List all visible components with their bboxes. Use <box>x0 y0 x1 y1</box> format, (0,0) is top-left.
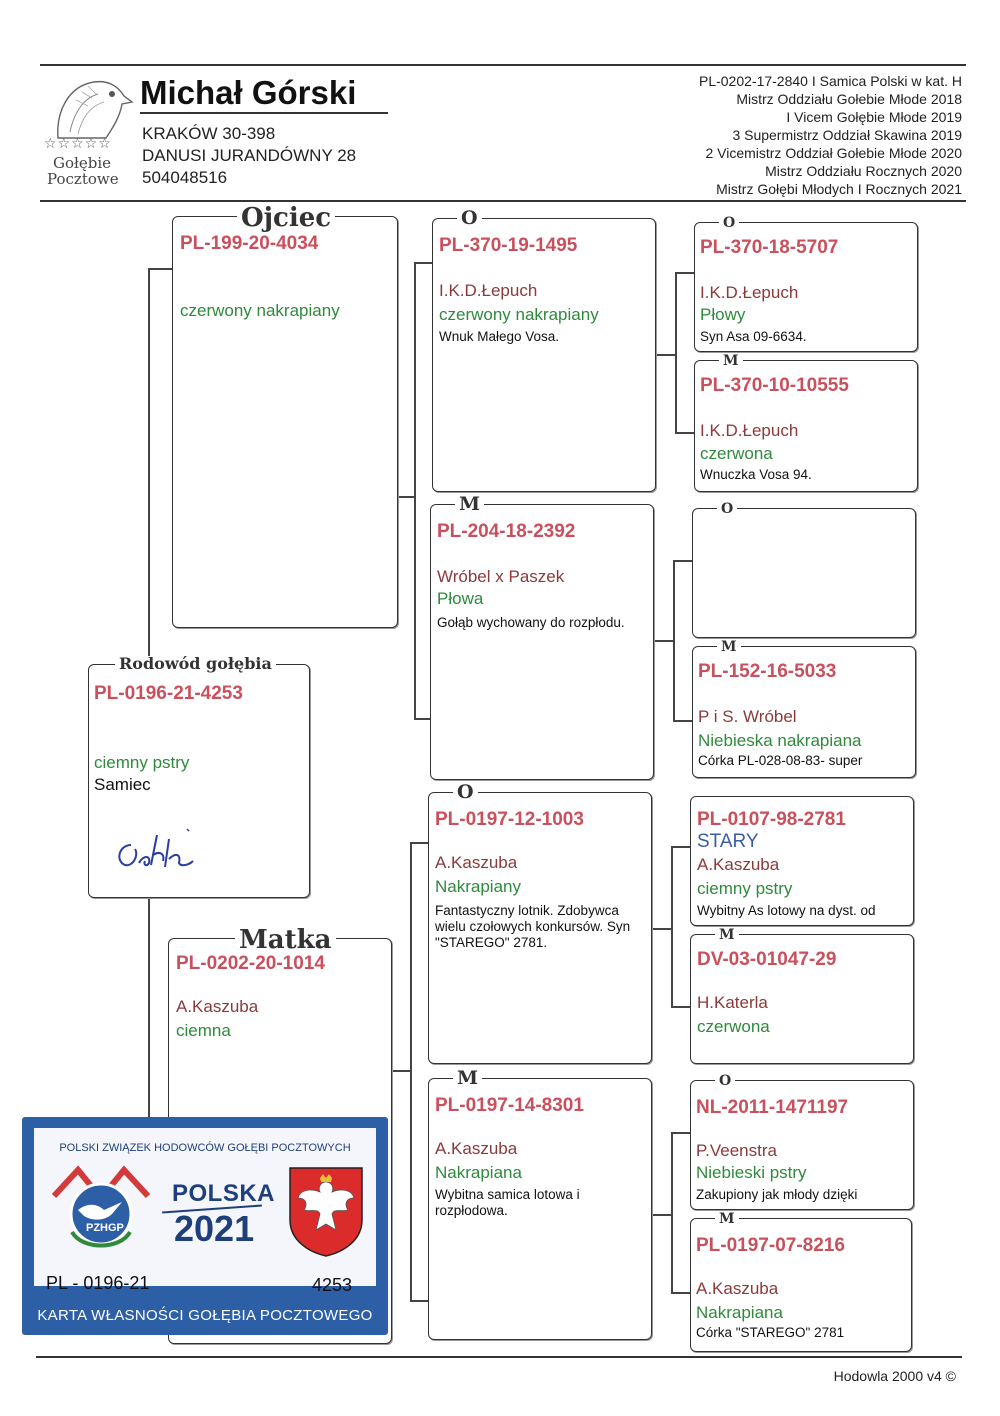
fmf-box <box>692 501 916 638</box>
connector <box>673 560 675 720</box>
pigeon-logo <box>48 72 134 142</box>
mm-color: Nakrapiana <box>435 1163 522 1182</box>
fff-color: Płowy <box>700 305 746 324</box>
connector <box>414 262 416 718</box>
fmm-color: Niebieska nakrapiana <box>698 731 862 750</box>
subject-ring: PL-0196-21-4253 <box>94 683 243 704</box>
mmm-color: Nakrapiana <box>696 1303 783 1322</box>
mmf-color: Niebieski pstry <box>696 1163 807 1182</box>
achievement-item: 2 Vicemistrz Oddział Gołebie Młode 2020 <box>705 145 962 161</box>
owner-name-underline <box>140 112 388 114</box>
achievement-item: I Vicem Gołębie Młode 2019 <box>786 109 962 125</box>
fff-ring: PL-370-18-5707 <box>700 237 839 258</box>
mm-label: M <box>453 1069 482 1088</box>
mff-box <box>690 796 914 926</box>
achievements-list <box>542 72 962 198</box>
connector <box>410 1300 430 1302</box>
mmf-ring: NL-2011-1471197 <box>696 1097 849 1118</box>
subject-color: ciemny pstry <box>94 753 190 772</box>
connector <box>673 720 693 722</box>
father-ring: PL-199-20-4034 <box>180 233 319 254</box>
achievement-item: PL-0202-17-2840 I Samica Polski w kat. H <box>698 73 962 89</box>
mm-box <box>428 1067 652 1340</box>
achievement-item: Mistrz Oddziału Gołebie Młode 2018 <box>736 91 962 107</box>
mff-color: ciemny pstry <box>697 879 793 898</box>
fff-label: O <box>719 216 739 230</box>
connector <box>671 846 673 1006</box>
mff-note: Wybitny As lotowy na dyst. od <box>697 903 876 918</box>
connector <box>410 842 412 1300</box>
connector <box>671 1006 691 1008</box>
fm-note: Gołąb wychowany do rozpłodu. <box>437 615 625 630</box>
ff-breeder: I.K.D.Łepuch <box>439 281 538 300</box>
ff-label: O <box>457 209 482 228</box>
connector <box>651 1214 671 1216</box>
connector <box>675 272 695 274</box>
mmf-note: Zakupiony jak młody dzięki <box>696 1187 858 1202</box>
achievement-item: Mistrz Oddziału Rocznych 2020 <box>765 163 962 179</box>
fff-note: Syn Asa 09-6634. <box>700 329 807 344</box>
card-country: POLSKA <box>172 1180 276 1207</box>
fm-ring: PL-204-18-2392 <box>437 521 576 542</box>
mf-ring: PL-0197-12-1003 <box>435 809 584 830</box>
footer-rule <box>36 1356 962 1358</box>
mf-note: Fantastyczny lotnik. Zdobywca wielu czołowych konkursów. Syn "STAREGO" 2781. <box>435 903 631 950</box>
connector <box>410 842 430 844</box>
fm-breeder: Wróbel x Paszek <box>437 567 565 586</box>
mm-ring: PL-0197-14-8301 <box>435 1095 584 1116</box>
mf-color: Nakrapiany <box>435 877 521 896</box>
card-footer: KARTA WŁASNOŚCI GOŁĘBIA POCZTOWEGO <box>37 1307 373 1324</box>
fmm-breeder: P i S. Wróbel <box>698 707 797 726</box>
card-logo-text: PZHGP <box>86 1222 124 1234</box>
ff-ring: PL-370-19-1495 <box>439 235 578 256</box>
ffm-label: M <box>719 354 743 368</box>
mmm-label: M <box>715 1212 739 1226</box>
achievement-item: Mistrz Gołębi Młodych I Rocznych 2021 <box>716 181 962 197</box>
mmm-note: Córka "STAREGO" 2781 <box>696 1325 845 1340</box>
mfm-ring: DV-03-01047-29 <box>697 949 837 970</box>
connector <box>148 268 174 270</box>
ffm-breeder: I.K.D.Łepuch <box>700 421 799 440</box>
ffm-note: Wnuczka Vosa 94. <box>700 467 812 482</box>
mfm-box <box>690 927 914 1064</box>
connector <box>148 268 150 663</box>
connector <box>653 640 673 642</box>
fmm-note: Córka PL-028-08-83- super <box>698 753 863 768</box>
mff-breeder: A.Kaszuba <box>697 855 780 874</box>
mfm-label: M <box>715 928 739 942</box>
mmm-ring: PL-0197-07-8216 <box>696 1235 845 1256</box>
mfm-breeder: H.Katerla <box>697 993 768 1012</box>
ff-color: czerwony nakrapiany <box>439 305 599 324</box>
ffm-ring: PL-370-10-10555 <box>700 375 849 396</box>
fff-box <box>694 215 918 352</box>
header-top-rule <box>40 64 966 66</box>
father-color: czerwony nakrapiany <box>180 301 340 320</box>
ff-note: Wnuk Małego Vosa. <box>439 329 560 344</box>
card-inner-panel <box>34 1128 376 1286</box>
ffm-box <box>694 353 918 492</box>
ff-box <box>432 207 656 492</box>
logo-stars: ☆☆☆☆☆ <box>44 136 112 152</box>
connector <box>671 846 691 848</box>
connector <box>675 272 677 432</box>
mf-breeder: A.Kaszuba <box>435 853 518 872</box>
header-bottom-rule <box>40 200 966 202</box>
connector <box>651 928 671 930</box>
connector <box>396 496 414 498</box>
father-box <box>172 203 398 628</box>
connector <box>673 560 693 562</box>
logo-caption-line1: Gołębie <box>53 154 112 172</box>
fmm-box <box>692 639 916 778</box>
mm-breeder: A.Kaszuba <box>435 1139 518 1158</box>
connector <box>390 1070 410 1072</box>
connector <box>675 432 695 434</box>
address-street: DANUSI JURANDÓWNY 28 <box>142 146 357 165</box>
pzhgp-logo-icon <box>48 1162 154 1258</box>
card-year: 2021 <box>174 1208 255 1249</box>
fm-color: Płowa <box>437 589 484 608</box>
mmm-box <box>690 1211 912 1352</box>
father-label: Ojciec <box>237 205 335 231</box>
fmf-label: O <box>717 502 737 516</box>
mf-box <box>428 781 652 1064</box>
mff-name: STARY <box>697 831 759 852</box>
mother-label: Matka <box>235 927 336 953</box>
subject-sex: Samiec <box>94 775 151 794</box>
subject-label: Rodowód gołębia <box>115 656 276 672</box>
fmm-label: M <box>717 640 741 654</box>
fff-breeder: I.K.D.Łepuch <box>700 283 799 302</box>
connector <box>671 1292 691 1294</box>
mmf-label: O <box>715 1074 735 1088</box>
mm-note: Wybitna samica lotowa i rozpłodowa. <box>435 1187 580 1218</box>
mother-breeder: A.Kaszuba <box>176 997 259 1016</box>
mother-ring: PL-0202-20-1014 <box>176 953 325 974</box>
connector <box>671 1132 691 1134</box>
connector <box>655 354 675 356</box>
polish-eagle-emblem-icon <box>286 1164 366 1258</box>
card-ring-number: 4253 <box>312 1275 353 1295</box>
logo-caption-line2: Pocztowe <box>47 170 119 188</box>
subject-box <box>88 654 310 898</box>
card-org-title: POLSKI ZWIĄZEK HODOWCÓW GOŁĘBI POCZTOWYCH <box>59 1142 351 1154</box>
connector <box>414 262 432 264</box>
fmm-ring: PL-152-16-5033 <box>698 661 837 682</box>
connector <box>671 1132 673 1292</box>
ffm-color: czerwona <box>700 444 773 463</box>
address-city: KRAKÓW 30-398 <box>142 124 276 143</box>
software-credit: Hodowla 2000 v4 © <box>833 1368 956 1384</box>
pigeon-head-icon <box>48 72 134 142</box>
card-ring-prefix: PL - 0196-21 <box>46 1273 150 1293</box>
mf-label: O <box>453 783 478 802</box>
phone-number: 504048516 <box>142 168 228 187</box>
fm-box <box>430 493 654 780</box>
fm-label: M <box>455 495 484 514</box>
signature-icon <box>109 825 205 875</box>
mmf-breeder: P.Veenstra <box>696 1141 777 1160</box>
mmm-breeder: A.Kaszuba <box>696 1279 779 1298</box>
mff-ring: PL-0107-98-2781 <box>697 809 846 830</box>
mother-color: ciemna <box>176 1021 231 1040</box>
mmf-box <box>690 1073 914 1210</box>
mfm-color: czerwona <box>697 1017 770 1036</box>
achievement-item: 3 Supermistrz Oddział Skawina 2019 <box>732 127 962 143</box>
ownership-card <box>22 1117 388 1335</box>
owner-name: Michał Górski <box>140 74 357 111</box>
